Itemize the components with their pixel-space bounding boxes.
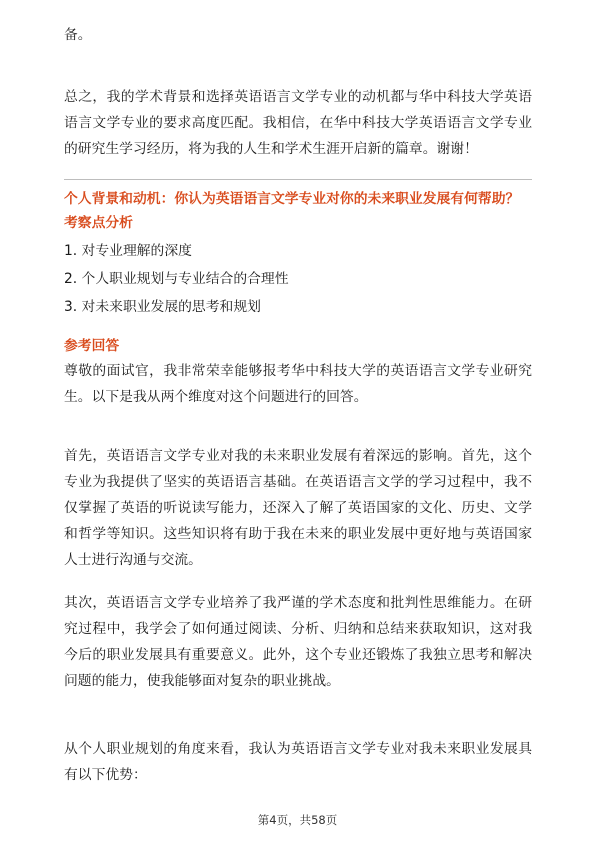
answer-heading: 参考回答 — [64, 338, 120, 354]
answer-paragraph: 首先，英语语言文学专业对我的未来职业发展有着深远的影响。首先，这个专业为我提供了坚实的英语语言基础。在英语语言文学的学习过程中，我不仅掌握了英语的听说读写能力，还深入了解了英语国家的文化、历史、文学和哲学等知识。这些知识将有助于我在未来的职业发展中更好地与英语国家人士进行沟通与交流。 — [64, 448, 532, 568]
analysis-item: 3. 对未来职业发展的思考和规划 — [64, 299, 261, 315]
analysis-item: 2. 个人职业规划与专业结合的合理性 — [64, 271, 289, 287]
answer-section — [64, 334, 532, 410]
document-page — [64, 0, 532, 842]
answer-paragraph-third — [64, 736, 532, 788]
paragraph-fragment: 备。 — [64, 27, 92, 43]
summary-section — [64, 84, 532, 162]
page-number: 第4页，共58页 — [257, 813, 338, 827]
answer-paragraph-second — [64, 590, 532, 694]
summary-paragraph: 总之，我的学术背景和选择英语语言文学专业的动机都与华中科技大学英语语言文学专业的要求高度匹配。我相信，在华中科技大学英语语言文学专业的研究生学习经历，将为我的人生和学术生涯开启新的篇章。谢谢！ — [64, 89, 532, 157]
analysis-item: 1. 对专业理解的深度 — [64, 243, 192, 259]
answer-intro-paragraph: 尊敬的面试官，我非常荣幸能够报考华中科技大学的英语语言文学专业研究生。以下是我从两个维度对这个问题进行的回答。 — [64, 363, 532, 405]
answer-paragraph-first — [64, 443, 532, 573]
analysis-heading: 考察点分析 — [64, 215, 133, 231]
answer-paragraph: 从个人职业规划的角度来看，我认为英语语言文学专业对我未来职业发展具有以下优势： — [64, 741, 532, 783]
section-divider — [64, 179, 532, 180]
analysis-section — [64, 211, 532, 321]
question-section — [64, 187, 532, 211]
previous-paragraph-ending — [64, 22, 532, 48]
question-title: 个人背景和动机：你认为英语语言文学专业对你的未来职业发展有何帮助？ — [64, 191, 520, 207]
answer-paragraph: 其次，英语语言文学专业培养了我严谨的学术态度和批判性思维能力。在研究过程中，我学会了如何通过阅读、分析、归纳和总结来获取知识，这对我今后的职业发展具有重要意义。此外，这个专业还锻炼了我独立思考和解决问题的能力，使我能够面对复杂的职业挑战。 — [64, 595, 532, 689]
